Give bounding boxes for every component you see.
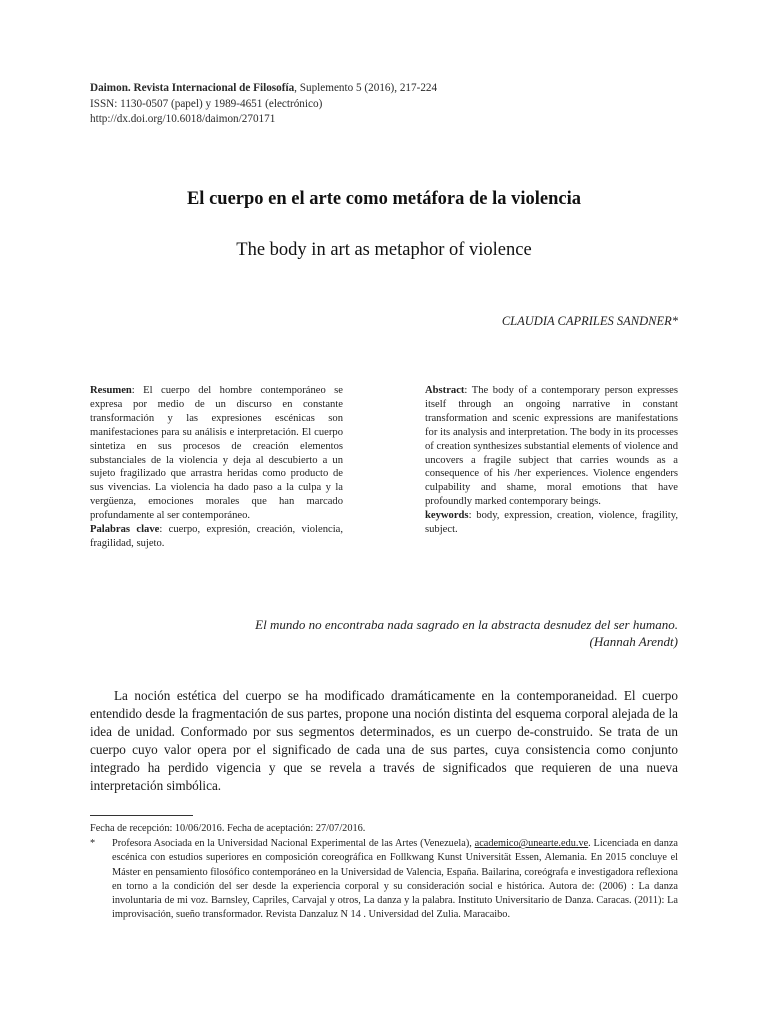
footnote-author-bio: . Licenciada en danza escénica con estudios superiores en composición coreográfica en Follkwang Kunst Universität Essen, Alemania. En 2015 concluye el Máster en pensamiento filosófico contemporáneo en la Universidad de Valencia, España. Bailarina, coreógrafa e investigadora reflexiona en torno a la condición del ser desde la experiencia corporal y su consideración social e histórica. Autora de: (2006) : La danza involuntaria de mi voz. Barnsley, Capriles, Carvajal y otros, La danza y la palabra. Instituto Universitario de Danza. Caracas. (2011): La improvisación, sueño transformador. Revista Danzaluz N 14 . Universidad del Zulia. Maracaibo. (112, 838, 678, 921)
keywords-spanish-list: : cuerpo, expresión, creación, violencia, fragilidad, sujeto. (90, 524, 343, 549)
epigraph-quote: El mundo no encontraba nada sagrado en la abstracta desnudez del ser humano. (255, 617, 678, 632)
abstract-english-text (425, 384, 678, 509)
keywords-english-label: keywords (425, 510, 469, 522)
journal-header (90, 81, 437, 128)
footnote-marker: * (90, 838, 96, 850)
journal-citation (90, 81, 437, 97)
footnote-dates: Fecha de recepción: 10/06/2016. Fecha de aceptación: 27/07/2016. (90, 823, 366, 834)
author-name: CLAUDIA CAPRILES SANDNER* (501, 314, 678, 328)
abstract-spanish (90, 384, 343, 551)
abstract-spanish-text (90, 384, 343, 523)
article-title-spanish: El cuerpo en el arte como metáfora de la violencia (186, 189, 582, 209)
article-title-english: The body in art as metaphor of violence (236, 240, 532, 260)
epigraph (78, 616, 678, 650)
journal-doi: http://dx.doi.org/10.6018/daimon/270171 (90, 113, 276, 125)
journal-issue: , Suplemento 5 (2016), 217-224 (294, 82, 438, 94)
footnote-divider (90, 815, 193, 816)
epigraph-source: (Hannah Arendt) (589, 634, 678, 649)
body-paragraph: La noción estética del cuerpo se ha modificado dramáticamente en la contemporaneidad. El cuerpo entendido desde la fragmentación de sus partes, propone una noción distinta del esquema corporal alejada de la idea de unidad. Conformado por sus segmentos determinados, es un cuerpo de-construido. Se trata de un cuerpo cuyo valor opera por el significado de cada una de sus partes, cuya consistencia como conjunto integrado ha perdido vigencia y que se revela a través de significados que requieren de una nueva interpretación simbólica. (90, 688, 678, 793)
keywords-spanish (90, 523, 343, 551)
abstract-spanish-body: : El cuerpo del hombre contemporáneo se expresa por medio de un discurso en constante transformación y las expresiones escénicas son manifestaciones para su análisis e interpretación. El cuerpo sintetiza en sus procesos de creación elementos substanciales de la violencia y deja al descubierto a un sujeto fragilizado que arrastra heridas como producto de sus vivencias. La violencia ha dado paso a la culpa y la vergüenza, emociones morales que han marcado profundamente al ser contemporáneo. (90, 385, 343, 522)
footnote-author-affiliation: Profesora Asociada en la Universidad Nacional Experimental de las Artes (Venezuela), (112, 838, 475, 850)
footnote-author (90, 837, 678, 922)
keywords-english-list: : body, expression, creation, violence, fragility, subject. (425, 510, 678, 536)
journal-issn: ISSN: 1130-0507 (papel) y 1989-4651 (electrónico) (90, 97, 323, 110)
abstract-spanish-label: Resumen (90, 385, 132, 396)
keywords-english (425, 509, 678, 537)
keywords-spanish-label: Palabras clave (90, 524, 160, 536)
footnotes (90, 822, 678, 922)
abstract-english (425, 384, 678, 537)
journal-name: Daimon. Revista Internacional de Filosofía (90, 82, 295, 94)
author-email-link[interactable]: academico@unearte.edu.ve (474, 838, 589, 850)
abstract-english-label: Abstract (425, 385, 465, 396)
abstract-english-body: : The body of a contemporary person expresses itself through an ongoing narrative in constant transformation and scenic expressions are manifestations for its analysis and interpretation. The body in its processes of creation synthesizes substantial elements of violence and uncovers a fragile subject that carries wounds as a consequence of his /her experiences. Violence engenders culpability and shame, moral emotions that have profoundly marked contemporary beings. (425, 385, 678, 508)
